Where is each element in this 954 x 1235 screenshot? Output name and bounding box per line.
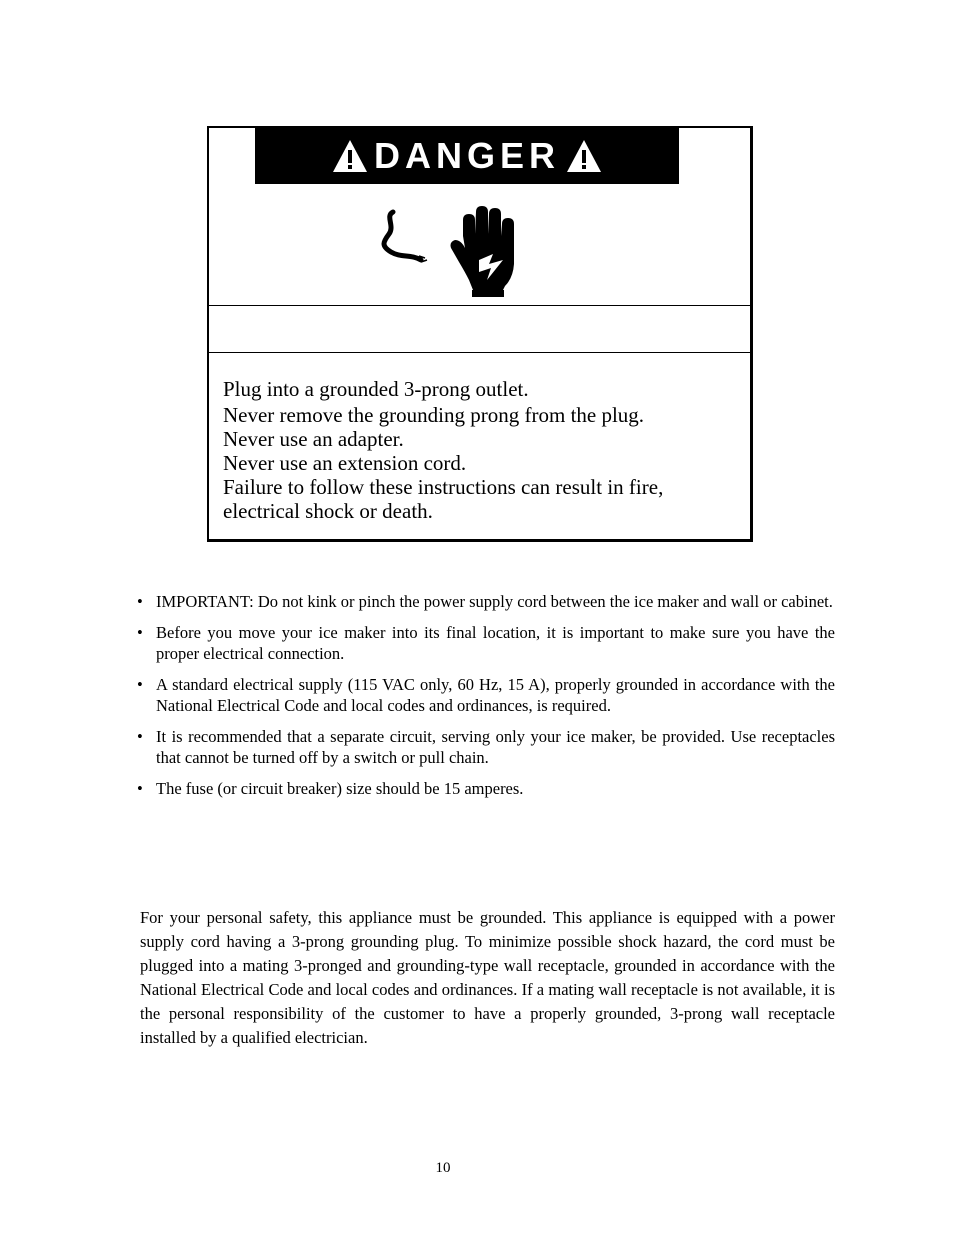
danger-warning-box [207, 126, 753, 542]
bullet-icon: • [137, 623, 143, 642]
warning-triangle-icon [332, 139, 368, 173]
danger-line: Never remove the grounding prong from the plug. [223, 403, 645, 427]
danger-line: Never use an extension cord. [223, 451, 467, 475]
list-item [137, 726, 835, 768]
danger-line: electrical shock or death. [223, 499, 433, 523]
list-item-text: The fuse (or circuit breaker) size should be 15 amperes. [156, 779, 524, 798]
list-item [137, 674, 835, 716]
list-item-text: Before you move your ice maker into its final location, it is important to make sure you have the proper electrical connection. [156, 623, 835, 663]
divider-line [209, 352, 750, 353]
grounding-paragraph: For your personal safety, this appliance must be grounded. This appliance is equipped with a power supply cord having a 3-prong grounding plug. To minimize possible shock hazard, the cord must be plugged into a mating 3-pronged and grounding-type wall receptacle, grounded in accordance with the National Electrical Code and local codes and ordinances. If a mating wall receptacle is not available, it is the personal responsibility of the customer to have a properly grounded, 3-prong wall receptacle installed by a qualified electrician. [140, 908, 835, 1047]
list-item-text: IMPORTANT: Do not kink or pinch the power supply cord between the ice maker and wall or cabinet. [156, 592, 833, 611]
danger-instructions [223, 377, 733, 523]
list-item [137, 591, 835, 612]
electrical-requirements-list [137, 591, 835, 809]
danger-line: Never use an adapter. [223, 427, 404, 451]
bullet-icon: • [137, 727, 143, 746]
divider-line [209, 305, 750, 306]
list-item-text: A standard electrical supply (115 VAC only, 60 Hz, 15 A), properly grounded in accordance with the National Electrical Code and local codes and ordinances, is required. [156, 675, 835, 715]
page-number: 10 [435, 1160, 451, 1176]
bullet-icon: • [137, 675, 143, 694]
danger-line: Failure to follow these instructions can result in fire, [223, 475, 664, 499]
list-item [137, 778, 835, 799]
warning-triangle-icon [566, 139, 602, 173]
danger-line: Plug into a grounded 3-prong outlet. [223, 377, 529, 401]
danger-banner [255, 128, 679, 184]
bullet-icon: • [137, 779, 143, 798]
danger-signal-word: DANGER [373, 135, 560, 176]
bullet-icon: • [137, 592, 143, 611]
electrical-shock-hand-icon [379, 206, 539, 298]
list-item [137, 622, 835, 664]
list-item-text: It is recommended that a separate circuit, serving only your ice maker, be provided. Use receptacles that cannot be turned off by a switch or pull chain. [156, 727, 835, 767]
